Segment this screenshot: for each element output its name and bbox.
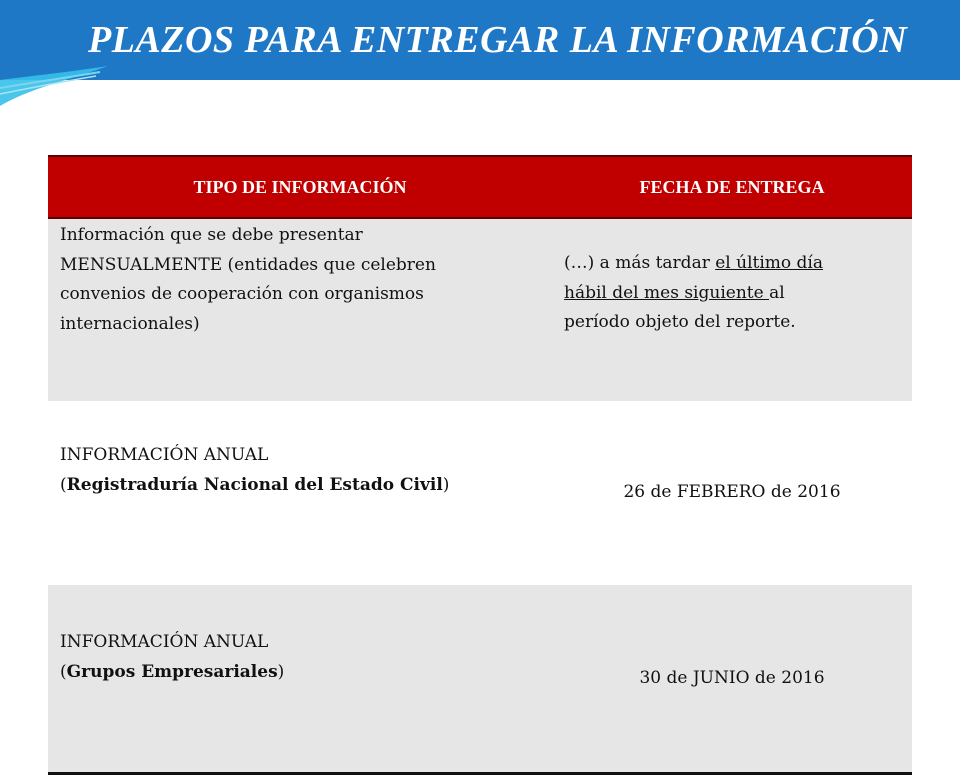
info-type-line: INFORMACIÓN ANUAL <box>60 445 269 465</box>
paren-close: ) <box>277 661 285 682</box>
decorative-swoosh <box>0 66 110 116</box>
delivery-date-cell <box>552 585 912 774</box>
paren-close: ) <box>442 474 450 495</box>
deadlines-table <box>48 155 912 775</box>
delivery-text: (…) a más tardar <box>564 253 716 273</box>
table-row <box>48 585 912 774</box>
delivery-date: 30 de JUNIO de 2016 <box>639 667 825 688</box>
table-row <box>48 401 912 585</box>
delivery-text: período objeto del reporte. <box>564 312 796 332</box>
header-tipo-de-informacion: TIPO DE INFORMACIÓN <box>48 156 552 218</box>
underlined-deadline: el último día <box>715 253 824 273</box>
delivery-date: 26 de FEBRERO de 2016 <box>623 482 841 503</box>
entity-name: Registraduría Nacional del Estado Civil <box>66 474 443 495</box>
slide-title: PLAZOS PARA ENTREGAR LA INFORMACIÓN <box>88 19 908 61</box>
info-type-cell <box>48 401 552 585</box>
info-type-line: internacionales) <box>60 313 200 334</box>
table-header-row <box>48 156 912 218</box>
delivery-date-cell <box>552 218 912 401</box>
header-fecha-de-entrega: FECHA DE ENTREGA <box>552 156 912 218</box>
info-type-line: MENSUALMENTE (entidades que celebren <box>60 254 436 275</box>
table-row <box>48 218 912 401</box>
paren-open: ( <box>60 474 67 495</box>
info-type-line: convenios de cooperación con organismos <box>60 284 424 304</box>
title-bar <box>0 0 960 80</box>
delivery-date-cell <box>552 401 912 585</box>
info-type-cell <box>48 585 552 774</box>
info-type-line: INFORMACIÓN ANUAL <box>60 632 269 652</box>
underlined-deadline: hábil del mes siguiente <box>564 282 770 303</box>
info-type-cell <box>48 218 552 401</box>
delivery-text: al <box>769 282 785 303</box>
paren-open: ( <box>60 661 67 682</box>
entity-name: Grupos Empresariales <box>66 661 278 682</box>
info-type-line: Información que se debe presentar <box>60 225 363 245</box>
